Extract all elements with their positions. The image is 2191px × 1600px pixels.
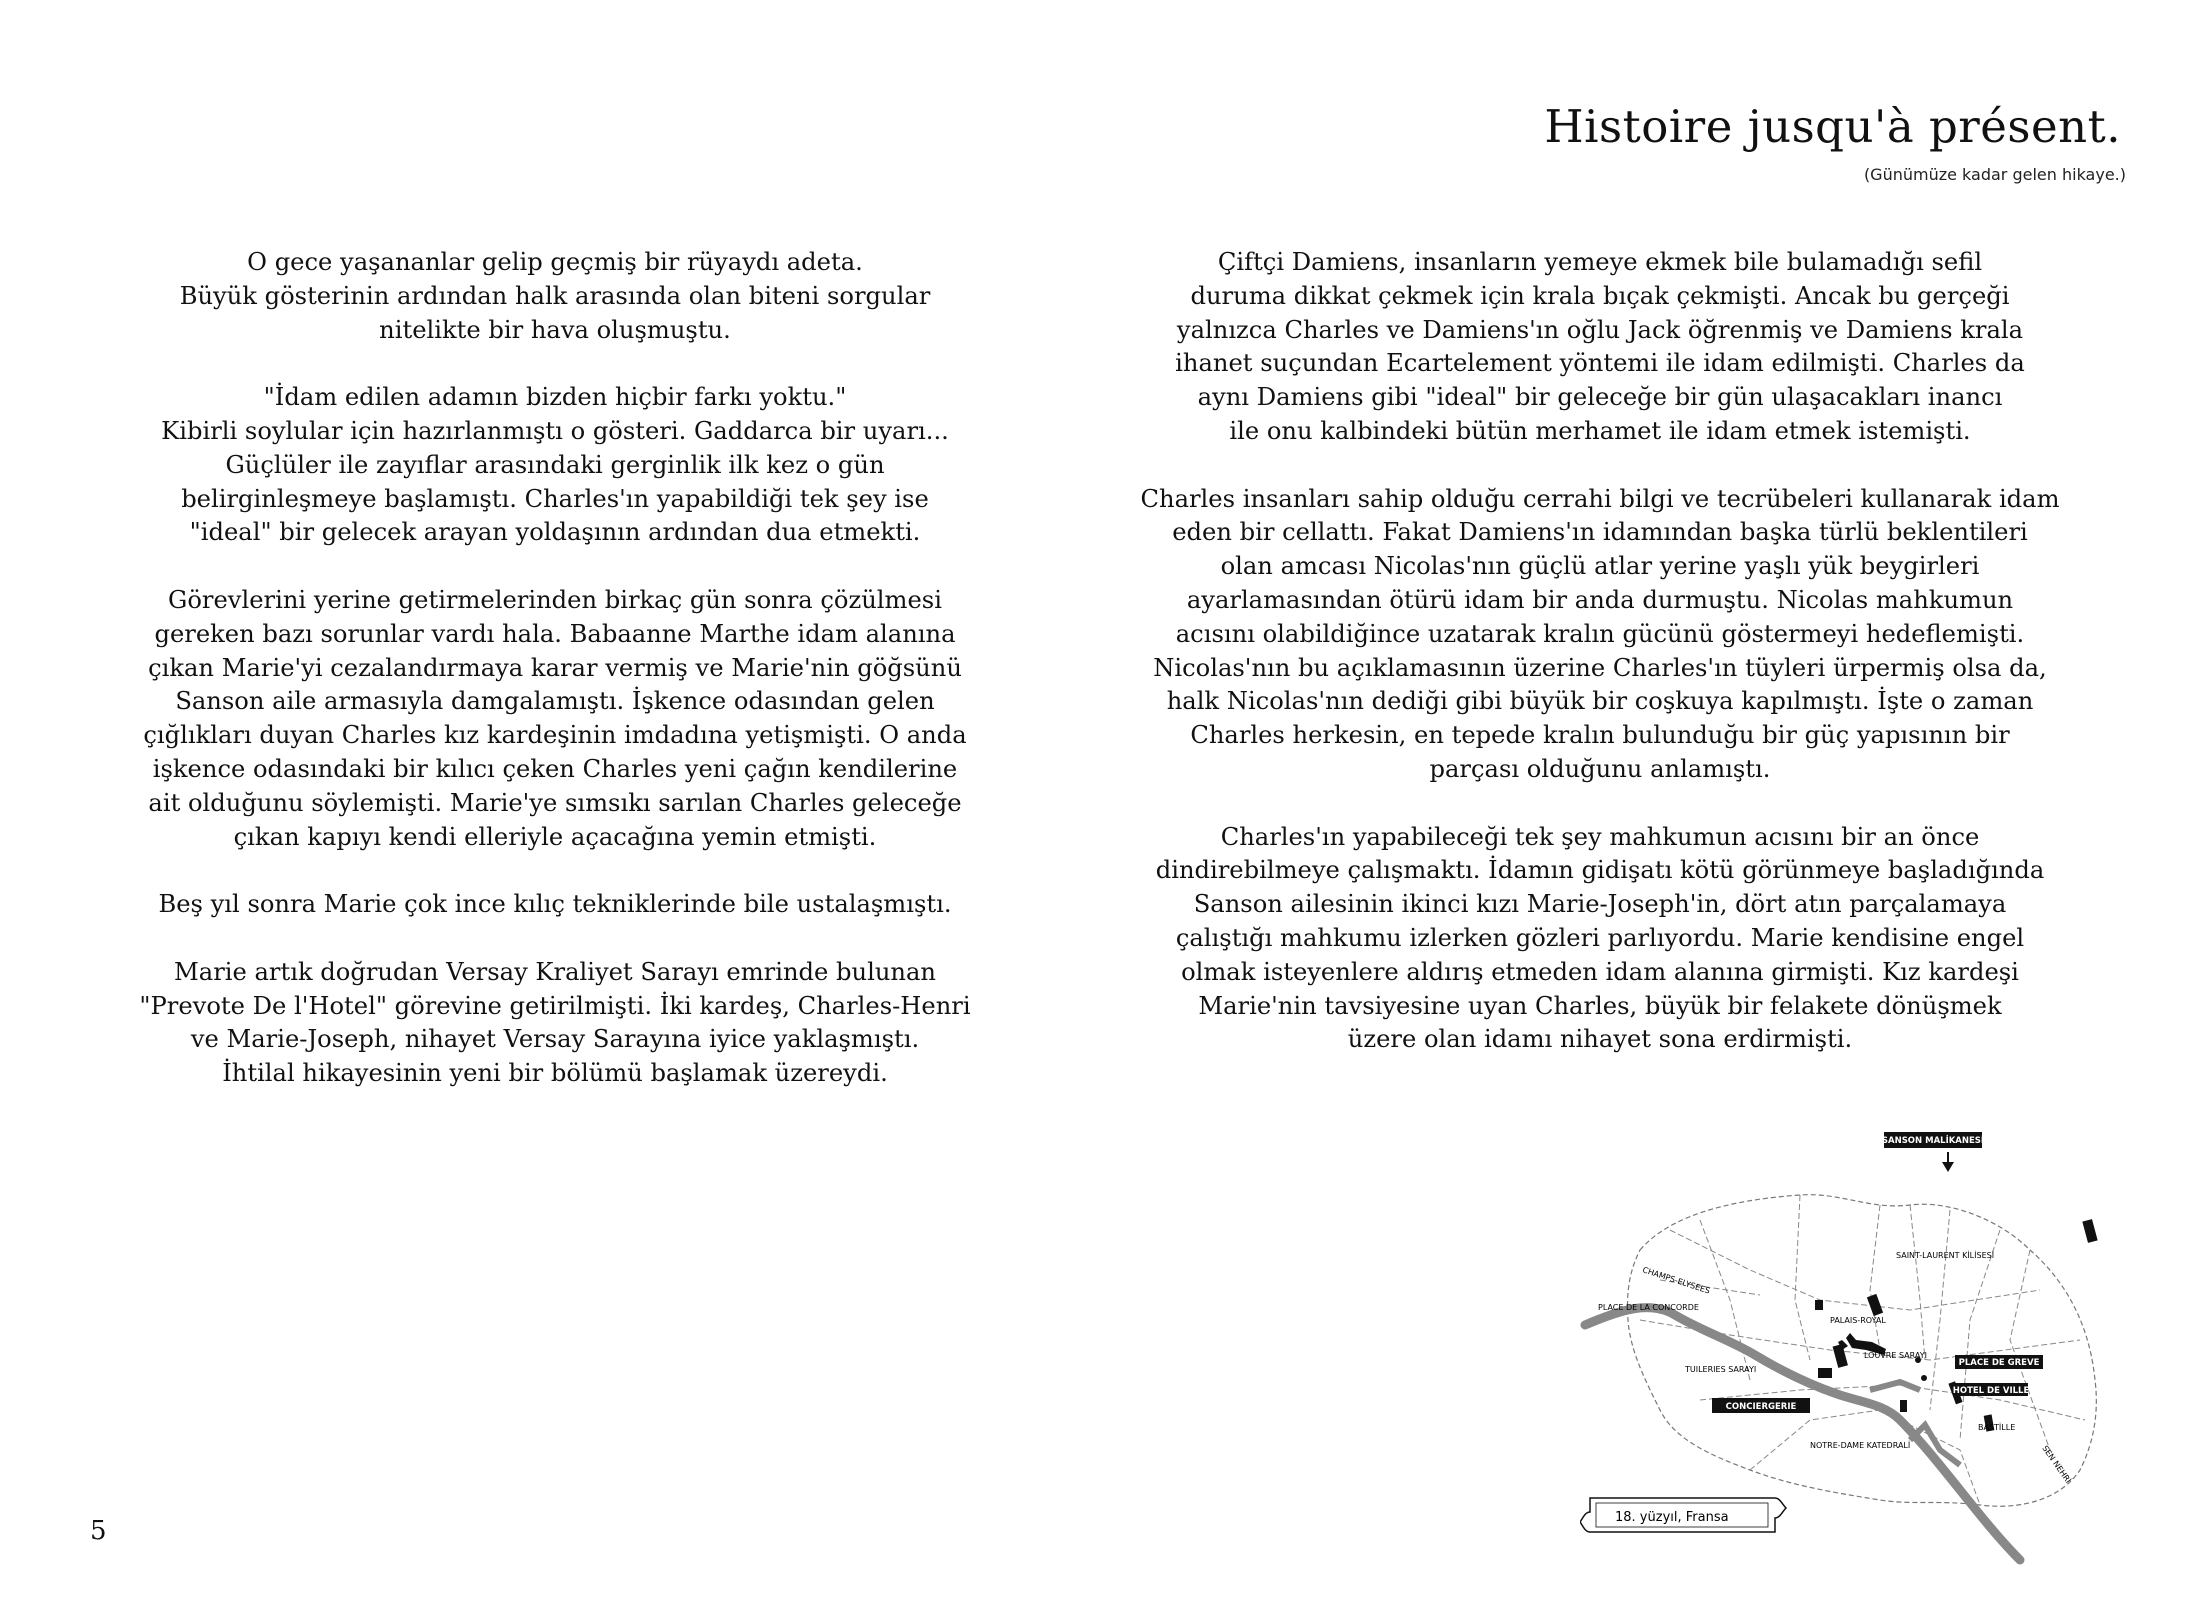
text-line: "Prevote De l'Hotel" görevine getirilmişti. İki kardeş, Charles-Henri	[139, 991, 971, 1020]
map-label-palais: PALAIS-ROYAL	[1830, 1316, 1886, 1325]
page-title: Histoire jusqu'à présent.	[1544, 100, 2121, 153]
map-label-conciergerie: CONCIERGERIE	[1725, 1402, 1797, 1412]
text-line: üzere olan idamı nihayet sona erdirmişti.	[1347, 1025, 1853, 1054]
text-line: Beş yıl sonra Marie çok ince kılıç tekniklerinde bile ustalaşmıştı.	[158, 890, 952, 919]
text-line: parçası olduğunu anlamıştı.	[1429, 754, 1771, 783]
page-subtitle: (Günümüze kadar gelen hikaye.)	[1863, 165, 2126, 184]
text-line: ayarlamasından ötürü idam bir anda durmuştu. Nicolas mahkumun	[1186, 585, 2014, 614]
text-line: Güçlüler ile zayıflar arasındaki gerginlik ilk kez o gün	[225, 450, 885, 479]
text-line: ihanet suçundan Ecartelement yöntemi ile idam edilmişti. Charles da	[1175, 349, 2025, 378]
text-line: Kibirli soylular için hazırlanmıştı o gösteri. Gaddarca bir uyarı...	[161, 416, 949, 445]
street-lines	[1640, 1195, 2085, 1505]
text-line: İhtilal hikayesinin yeni bir bölümü başlamak üzereydi.	[222, 1059, 888, 1088]
text-line: ait olduğunu söylemişti. Marie'ye sımsıkı sarılan Charles geleceğe	[148, 788, 962, 817]
paragraph	[1140, 246, 2060, 449]
map-label-concorde: PLACE DE LA CONCORDE	[1598, 1303, 1699, 1312]
paris-map	[1580, 1120, 2120, 1590]
paragraph	[95, 888, 1015, 922]
text-line: çığlıkları duyan Charles kız kardeşinin imdadına yetişmişti. O anda	[143, 721, 967, 750]
map-label-bastille: BASTİLLE	[1978, 1423, 2016, 1432]
text-line: "ideal" bir gelecek arayan yoldaşının ardından dua etmekti.	[189, 518, 921, 547]
map-label-hotel: HOTEL DE VILLE	[1952, 1386, 2030, 1396]
map-label-sanson: SANSON MALİKANESİ	[1881, 1136, 1985, 1146]
map-label-saint-laurent: SAINT-LAURENT KİLİSESİ	[1896, 1251, 1995, 1260]
text-line: olmak isteyenlere aldırış etmeden idam alanına girmişti. Kız kardeşi	[1181, 957, 2019, 986]
text-line: O gece yaşananlar gelip geçmiş bir rüyaydı adeta.	[247, 248, 863, 276]
text-line: Büyük gösterinin ardından halk arasında olan biteni sorgular	[179, 281, 931, 310]
text-line: Görevlerini yerine getirmelerinden birkaç gün sonra çözülmesi	[168, 585, 942, 614]
map-label-notre-dame: NOTRE-DAME KATEDRALİ	[1810, 1441, 1911, 1450]
map-label-champs: CHAMPS-ELYSEES	[1641, 1265, 1712, 1296]
text-line: nitelikte bir hava oluşmuştu.	[379, 315, 731, 344]
text-line: Charles'ın yapabileceği tek şey mahkumun acısını bir an önce	[1220, 822, 1980, 851]
text-line: eden bir cellattı. Fakat Damiens'ın idamından başka türlü beklentileri	[1172, 518, 2028, 547]
paragraph	[95, 956, 1015, 1091]
paragraph	[95, 381, 1015, 550]
map-label-greve: PLACE DE GREVE	[1958, 1358, 2040, 1368]
text-line: Sanson ailesinin ikinci kızı Marie-Joseph'in, dört atın parçalamaya	[1193, 890, 2007, 919]
text-line: yalnızca Charles ve Damiens'ın oğlu Jack öğrenmiş ve Damiens krala	[1176, 315, 2024, 344]
text-line: duruma dikkat çekmek için krala bıçak çekmişti. Ancak bu gerçeği	[1190, 281, 2010, 310]
text-line: Marie'nin tavsiyesine uyan Charles, büyük bir felakete dönüşmek	[1198, 991, 2002, 1020]
text-line: dindirebilmeye çalışmaktı. İdamın gidişatı kötü görünmeye başladığında	[1155, 856, 2045, 885]
text-line: aynı Damiens gibi "ideal" bir geleceğe bir gün ulaşacakları inancı	[1197, 383, 2003, 412]
text-line: işkence odasındaki bir kılıcı çeken Charles yeni çağın kendilerine	[152, 754, 958, 783]
paragraph	[1140, 483, 2060, 787]
map-caption: 18. yüzyıl, Fransa	[1615, 1510, 1729, 1525]
text-line: ile onu kalbindeki bütün merhamet ile idam etmek istemişti.	[1229, 416, 1971, 445]
text-line: "İdam edilen adamın bizden hiçbir farkı yoktu."	[263, 383, 847, 412]
map-label-louvre: LOUVRE SARAYI	[1864, 1351, 1927, 1360]
paragraph	[1140, 821, 2060, 1058]
text-line: olan amcası Nicolas'nın güçlü atlar yerine yaşlı yük beygirleri	[1220, 552, 1980, 581]
text-line: Sanson aile armasıyla damgalamıştı. İşkence odasından gelen	[175, 687, 935, 716]
paragraph	[95, 584, 1015, 854]
text-line: çalıştığı mahkumu izlerken gözleri parlıyordu. Marie kendisine engel	[1175, 923, 2025, 952]
text-line: çıkan kapıyı kendi elleriyle açacağına yemin etmişti.	[233, 822, 877, 851]
page-number: 5	[90, 1516, 107, 1546]
left-text-column	[95, 246, 1015, 1125]
text-line: gereken bazı sorunlar vardı hala. Babaanne Marthe idam alanına	[154, 619, 956, 648]
text-line: Charles insanları sahip olduğu cerrahi bilgi ve tecrübeleri kullanarak idam	[1140, 484, 2060, 513]
text-line: Çiftçi Damiens, insanların yemeye ekmek bile bulamadığı sefil	[1217, 248, 1983, 276]
text-line: ve Marie-Joseph, nihayet Versay Sarayına iyice yaklaşmıştı.	[190, 1025, 920, 1054]
paragraph	[95, 246, 1015, 347]
map-label-seine: SEN NEHRİ	[2040, 1443, 2073, 1485]
text-line: belirginleşmeye başlamıştı. Charles'ın yapabildiği tek şey ise	[181, 484, 929, 513]
text-line: Nicolas'nın bu açıklamasının üzerine Charles'ın tüyleri ürpermiş olsa da,	[1153, 653, 2047, 682]
text-line: Charles herkesin, en tepede kralın bulunduğu bir güç yapısının bir	[1190, 721, 2010, 750]
text-line: halk Nicolas'nın dediği gibi büyük bir coşkuya kapılmıştı. İşte o zaman	[1166, 687, 2034, 716]
map-label-tuileries: TUILERIES SARAYI	[1685, 1365, 1757, 1374]
right-text-column	[1140, 246, 2060, 1091]
text-line: acısını olabildiğince uzatarak kralın gücünü göstermeyi hedeflemişti.	[1175, 619, 2025, 648]
text-line: çıkan Marie'yi cezalandırmaya karar vermiş ve Marie'nin göğsünü	[148, 653, 962, 682]
city-boundary	[1628, 1195, 2097, 1507]
text-line: Marie artık doğrudan Versay Kraliyet Sarayı emrinde bulunan	[174, 957, 936, 986]
